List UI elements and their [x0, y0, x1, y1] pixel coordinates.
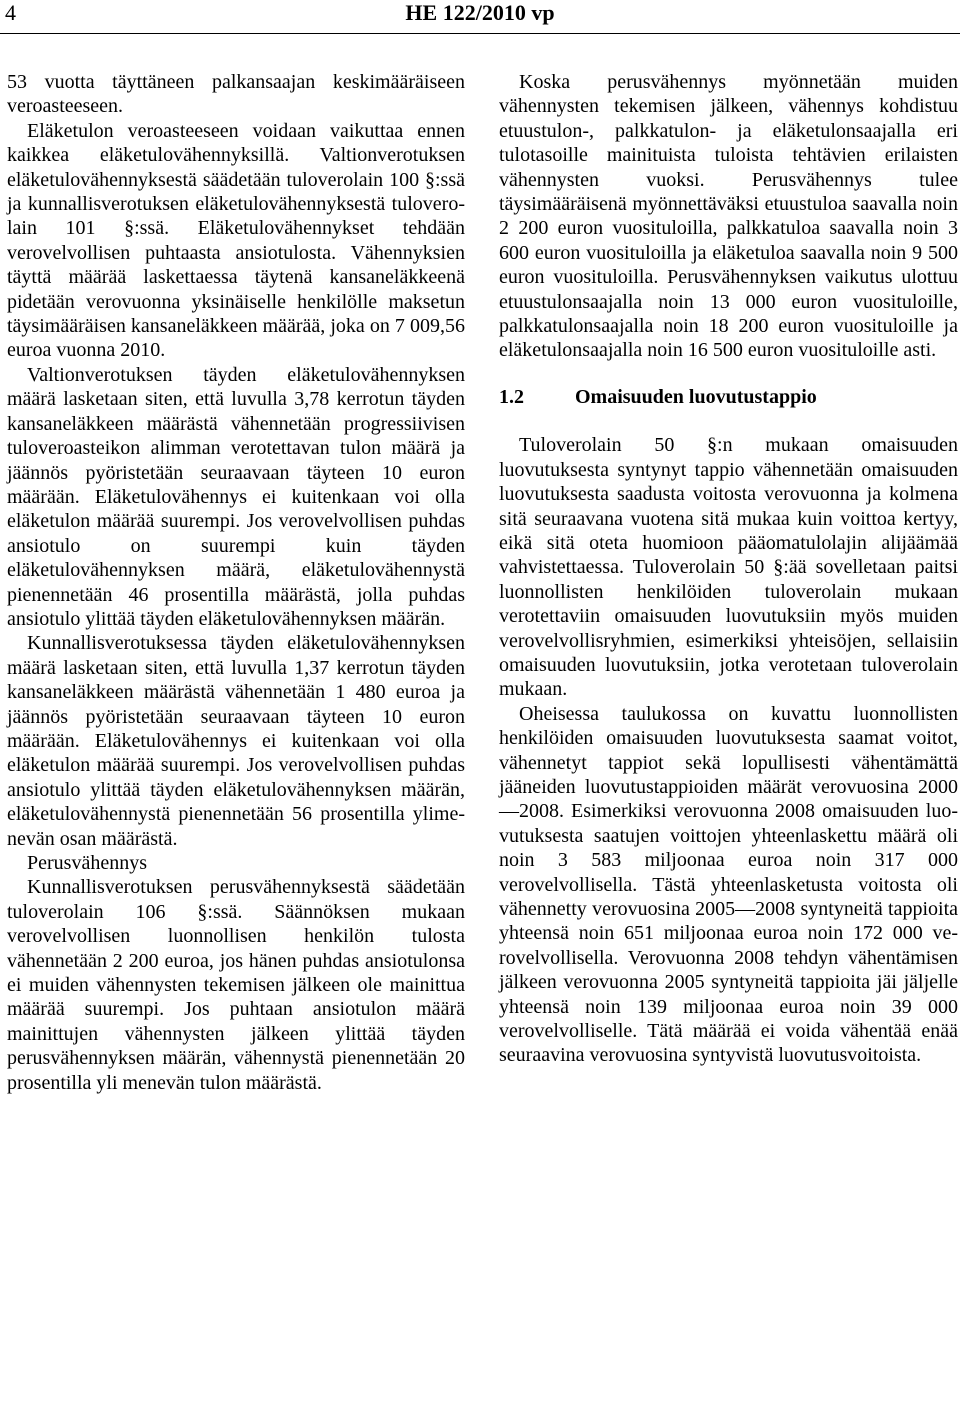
paragraph: Koska perusvähennys myönnetään muiden vähennysten tekemisen jälkeen, vähennys kohdistuu etuustulon-, palkkatulon- ja eläketulonsaajalla eri tulotasoille mainituista tuloista tehtävien erilaisten vähennysten vuoksi. Perusvähennys tulee täysimääräisenä myönnettäväksi etuustuloa saavalla noin 2 200 euron vuosituloilla, palkkatuloa saavalla noin 3 600 euron vuosituloilla ja eläketuloa saavalla noin 9 500 euron vuosituloilla. Perusvähennyksen vaikutus ulottuu etuustulonsaajalla noin 13 000 euron vuosituloille, palkkatulonsaajalla noin 18 200 euron vuosituloille ja eläketulonsaajalla noin 16 500 euron vuosituloille asti.	[499, 71, 958, 362]
right-column	[499, 70, 958, 1068]
page-header	[0, 0, 960, 40]
header-rule	[0, 33, 960, 34]
paragraph: Kunnallisverotuksessa täyden eläketulovähennyksen määrä lasketaan siten, että luvulla 1,37 kerrotun täyden kansaneläkkeen määrästä vähennetään 1 480 euroa ja jäännös pyöristetään seuraavaan täyteen 10 euron määrään. Eläketulovähennys ei kuitenkaan voi olla eläketulon määrää suurempi. Jos verovelvollisen puhdas ansiotulo ylittää täyden eläketulovähennyksen määrän, eläketulovähennystä pienennetään 56 prosentilla ylimenevän osan määrästä.	[7, 632, 465, 850]
paragraph: Kunnallisverotuksen perusvähennyksestä säädetään tuloverolain 106 §:ssä. Säännöksen mukaan verovelvollisen luonnollisen henkilön tulosta vähennetään 2 200 euroa, jos hänen puhdas ansiotulonsa ei muiden vähennysten tekemisen jälkeen ole mainittua määrää suurempi. Jos puhtaan ansiotulon määrä mainittujen vähennysten jälkeen ylittää täyden perusvähennyksen määrän, vähennystä pienennetään 20 prosentilla yli menevän tulon määrästä.	[7, 876, 465, 1094]
document-id: HE 122/2010 vp	[405, 0, 555, 25]
subheading: Perusvähennys	[27, 852, 147, 874]
section-number: 1.2	[499, 385, 524, 408]
section-title: Omaisuuden luovutustappio	[575, 385, 817, 408]
paragraph: 53 vuotta täyttäneen palkansaajan keskimääräiseen veroasteeseen.	[7, 71, 465, 118]
section-heading	[499, 385, 958, 409]
paragraph: Valtionverotuksen täyden eläketulovähennyksen määrä lasketaan siten, että luvulla 3,78 kerrotun täyden kansaneläkkeen määrästä vähennetään progressiivisen tuloveroasteikon alimman verotettavan tulon määrä ja jäännös pyöristetään seuraavaan täyteen 10 euron määrään. Eläketulovähennys ei kuitenkaan voi olla eläketulon määrää suurempi. Jos verovelvollisen puhdas ansiotulo on suurempi kuin täyden eläketulovähennyksen määrä, eläketulovähennystä pienennetään 46 prosentilla määrästä, jolla puhdas ansiotulo ylittää täyden eläketulovähennyksen määrän.	[7, 363, 465, 630]
left-column	[7, 70, 465, 1095]
paragraph: Tuloverolain 50 §:n mukaan omaisuuden luovutuksesta syntynyt tappio vähennetään omaisuuden luovutuksesta saadusta voitosta verovuonna ja kolmena sitä seuraavana vuotena sitä mukaa kuin voittoa kertyy, eikä sitä oteta huomioon pääomatulolajin alijäämää vahvistettaessa. Tuloverolain 50 §:ää sovelletaan paitsi luonnollisten henkilöiden tuloverolain mukaan verotettaviin omaisuuden luovutuksiin myös muiden verovelvollisryhmien, esimerkiksi yhteisöjen, sellaisiin omaisuuden luovutuksiin, jotka verotetaan tuloverolain mukaan.	[499, 434, 958, 701]
page-number: 4	[5, 0, 16, 25]
paragraph: Oheisessa taulukossa on kuvattu luonnollisten henkilöiden omaisuuden luovutuksesta saamat voitot, vähennetyt tappiot sekä lopullisesti vähentämättä jääneiden luovutustappioiden määrät verovuosina 2000—2008. Esimerkiksi verovuonna 2008 omaisuuden luovutuksesta saatujen voittojen yhteenlaskettu määrä oli noin 3 583 miljoonaa euroa noin 317 000 verovelvollisella. Tästä yhteenlasketusta voitosta oli vähennetty verovuosina 2005—2008 syntyneitä tappioita yhteensä noin 651 miljoonaa euroa noin 172 000 verovelvollisella. Verovuonna 2008 tehdyn vähentämisen jälkeen verovuonna 2005 syntyneitä tappioita jäi jäljelle yhteensä noin 139 miljoonaa euroa noin 39 000 verovelvolliselle. Tätä määrää ei voida vähentää enää seuraavina verovuosina syntyvistä luovutusvoitoista.	[499, 702, 958, 1067]
paragraph: Eläketulon veroasteeseen voidaan vaikuttaa ennen kaikkea eläketulovähennyksillä. Valtionverotuksen eläketulovähennyksestä säädetään tuloverolain 100 §:ssä ja kunnallisverotuksen eläketulovähennyksestä tuloverolain 101 §:ssä. Eläketulovähennykset tehdään verovelvollisen puhtaasta ansiotulosta. Vähennyksien täyttä määrää laskettaessa täytenä kansaneläkkeenä pidetään verovuonna yksinäiselle henkilölle maksetun täysimääräisen kansaneläkkeen määrää, joka on 7 009,56 euroa vuonna 2010.	[7, 119, 465, 362]
